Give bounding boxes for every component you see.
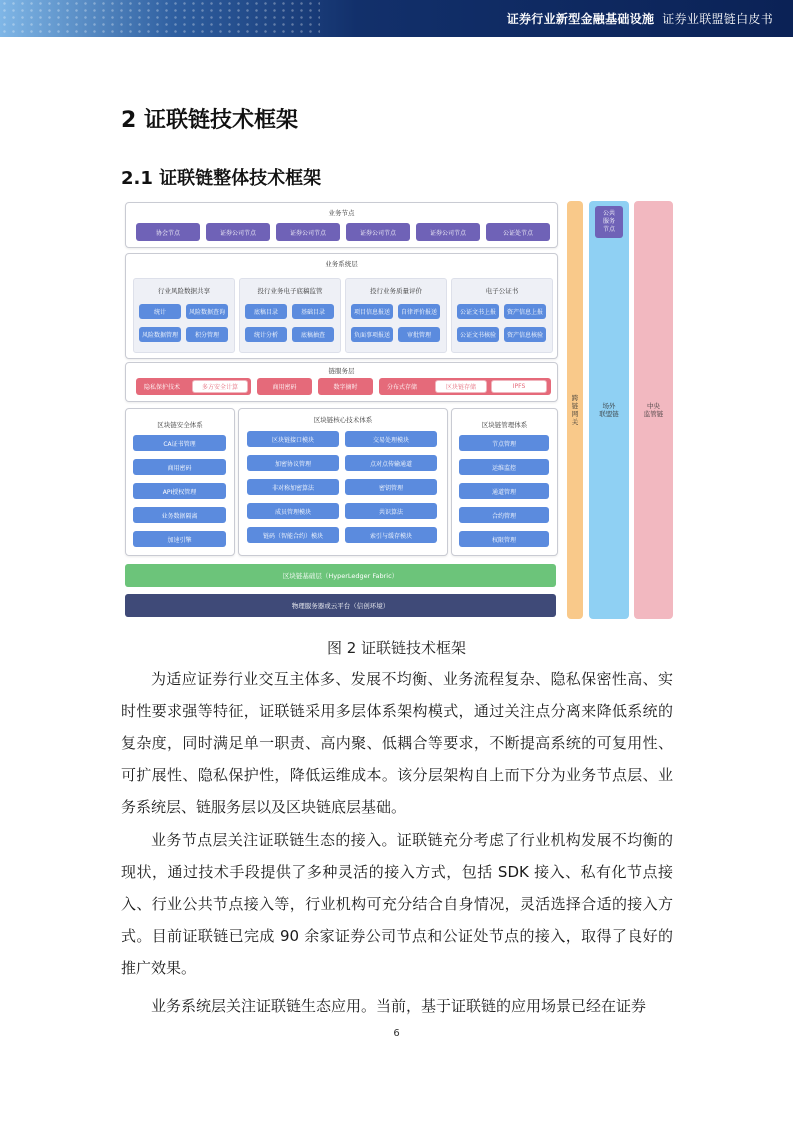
- node-chip: 协会节点: [136, 223, 200, 241]
- body-paragraph: 为适应证券行业交互主体多、发展不均衡、业务流程复杂、隐私保密性高、实时性要求强等特征，证联链采用多层体系架构模式，通过关注点分离来降低系统的复杂度，同时满足单一职责、高内聚、低耦合等要求，不断提高系统的可复用性、可扩展性、隐私保护性，降低运维成本。该分层架构自上而下分为业务节点层、业务系统层、链服务层以及区块链底层基础。: [121, 670, 673, 816]
- header-title-light: 证券业联盟链白皮书: [662, 12, 773, 26]
- central-regulatory-label: 监管链: [643, 410, 664, 418]
- system-item: 底稿抽查: [292, 327, 334, 342]
- system-group-workpaper: [239, 278, 341, 353]
- security-item: 加速引擎: [133, 531, 226, 547]
- header-banner: [0, 0, 793, 37]
- central-regulatory-chain-bar: [634, 201, 673, 619]
- service-chip-storage: [379, 378, 551, 395]
- core-item: 链码（智能合约）模块: [247, 527, 339, 543]
- chain-service-layer: [125, 362, 558, 402]
- system-group-title: 行业风险数据共享: [158, 287, 210, 295]
- header-title-bold: 证券行业新型金融基础设施: [506, 12, 655, 26]
- page-number: 6: [393, 1028, 400, 1039]
- management-item: 运维监控: [459, 459, 549, 475]
- node-chip: 公证处节点: [486, 223, 550, 241]
- off-exchange-alliance-chain-bar: [589, 201, 629, 619]
- blockchain-base-layer: 区块链基础层（HyperLedger Fabric）: [125, 564, 556, 587]
- system-item: 资产信息核验: [504, 327, 546, 342]
- system-item: 负面事项报送: [351, 327, 393, 342]
- security-item: API授权管理: [133, 483, 226, 499]
- core-item: 加密协议管理: [247, 455, 339, 471]
- business-system-layer: [125, 253, 558, 359]
- chain-service-layer-title: 链服务层: [328, 367, 355, 375]
- security-system-title: 区块链安全体系: [157, 421, 203, 429]
- core-item: 共识算法: [345, 503, 437, 519]
- security-item: 商用密码: [133, 459, 226, 475]
- system-item: 风险数据查询: [186, 304, 228, 319]
- off-exchange-label: 场外: [602, 402, 616, 410]
- security-system: [125, 408, 235, 556]
- cross-chain-label: 链: [571, 402, 579, 410]
- management-item: 节点管理: [459, 435, 549, 451]
- core-item: 交易处理模块: [345, 431, 437, 447]
- node-chip: 证券公司节点: [276, 223, 340, 241]
- core-tech-system-title: 区块链核心技术体系: [313, 416, 373, 424]
- system-group-quality: [345, 278, 447, 353]
- security-item: CA证书管理: [133, 435, 226, 451]
- business-node-layer-title: 业务节点: [328, 209, 355, 217]
- system-item: 积分管理: [186, 327, 228, 342]
- system-item: 审批管理: [398, 327, 440, 342]
- system-group-notary: [451, 278, 553, 353]
- body-paragraph: 业务节点层关注证联链生态的接入。证联链充分考虑了行业机构发展不均衡的现状，通过技术手段提供了多种灵活的接入方式，包括 SDK 接入、私有化节点接入、行业公共节点接入等，行业机构可充分结合自身情况，灵活选择合适的接入方式。目前证联链已完成 90 余家证券公司节点和公证处节点的接入，取得了良好的推广效果。: [121, 831, 673, 977]
- system-group-title: 投行业务质量评价: [370, 287, 422, 295]
- service-sub-item: 多方安全计算: [192, 380, 248, 393]
- central-regulatory-label: 中央: [647, 402, 660, 410]
- system-item: 统计分析: [245, 327, 287, 342]
- service-sub-item: IPFS: [491, 380, 547, 393]
- core-item: 成员管理模块: [247, 503, 339, 519]
- system-item: 公证文书核验: [457, 327, 499, 342]
- section-title: 2 证联链技术框架: [121, 108, 298, 133]
- node-chip: 证券公司节点: [206, 223, 270, 241]
- business-node-layer: [125, 202, 558, 248]
- subsection-title: 2.1 证联链整体技术框架: [121, 168, 322, 189]
- management-item: 合约管理: [459, 507, 549, 523]
- public-service-label: 公共: [602, 210, 615, 217]
- core-item: 区块链接口模块: [247, 431, 339, 447]
- header-title: [507, 10, 773, 27]
- system-item: 项目信息报送: [351, 304, 393, 319]
- service-item: 分布式存储: [387, 384, 418, 391]
- system-item: 统计: [139, 304, 181, 319]
- service-chip: 商用密码: [257, 378, 312, 395]
- system-group-title: 电子公证书: [485, 287, 519, 295]
- system-group-title: 投行业务电子底稿监管: [257, 287, 323, 295]
- core-item: 索引与缓存模块: [345, 527, 437, 543]
- body-paragraph: 业务系统层关注证联链生态应用。当前，基于证联链的应用场景已经在证券: [151, 997, 647, 1015]
- system-item: 风险数据管理: [139, 327, 181, 342]
- public-service-label: 节点: [602, 226, 615, 233]
- cross-chain-gateway-bar: [567, 201, 583, 619]
- system-item: 自律评价报送: [398, 304, 440, 319]
- core-item: 点对点传输通道: [345, 455, 437, 471]
- core-item: 密钥管理: [345, 479, 437, 495]
- security-item: 业务数据隔离: [133, 507, 226, 523]
- management-system-title: 区块链管理体系: [481, 421, 528, 429]
- infrastructure-layer: 物理服务器或云平台（信创环境）: [125, 594, 556, 617]
- cross-chain-label: 跨: [571, 394, 579, 402]
- service-chip-privacy: [136, 378, 251, 395]
- core-tech-system: [238, 408, 448, 556]
- core-item: 非对称加密算法: [247, 479, 339, 495]
- public-service-node-chip: [595, 206, 623, 238]
- system-item: 基础目录: [292, 304, 334, 319]
- system-item: 底稿目录: [245, 304, 287, 319]
- cross-chain-label: 关: [571, 418, 579, 426]
- node-chip: 证券公司节点: [346, 223, 410, 241]
- off-exchange-label: 联盟链: [599, 410, 619, 418]
- node-chip: 证券公司节点: [416, 223, 480, 241]
- cross-chain-label: 网: [571, 410, 579, 418]
- management-system: [451, 408, 558, 556]
- service-sub-item: 区块链存储: [435, 380, 487, 393]
- management-item: 权限管理: [459, 531, 549, 547]
- system-item: 资产信息上报: [504, 304, 546, 319]
- tech-framework-diagram: [120, 198, 676, 622]
- management-item: 通道管理: [459, 483, 549, 499]
- system-group-risk-data: [133, 278, 235, 353]
- banner-dots-decoration: [0, 0, 320, 37]
- figure-caption: 图 2 证联链技术框架: [326, 639, 467, 657]
- business-system-layer-title: 业务系统层: [325, 260, 358, 268]
- public-service-label: 服务: [602, 218, 615, 225]
- service-chip: 数字摘时: [318, 378, 373, 395]
- system-item: 公证文书上报: [457, 304, 499, 319]
- service-item: 隐私保护技术: [144, 384, 181, 391]
